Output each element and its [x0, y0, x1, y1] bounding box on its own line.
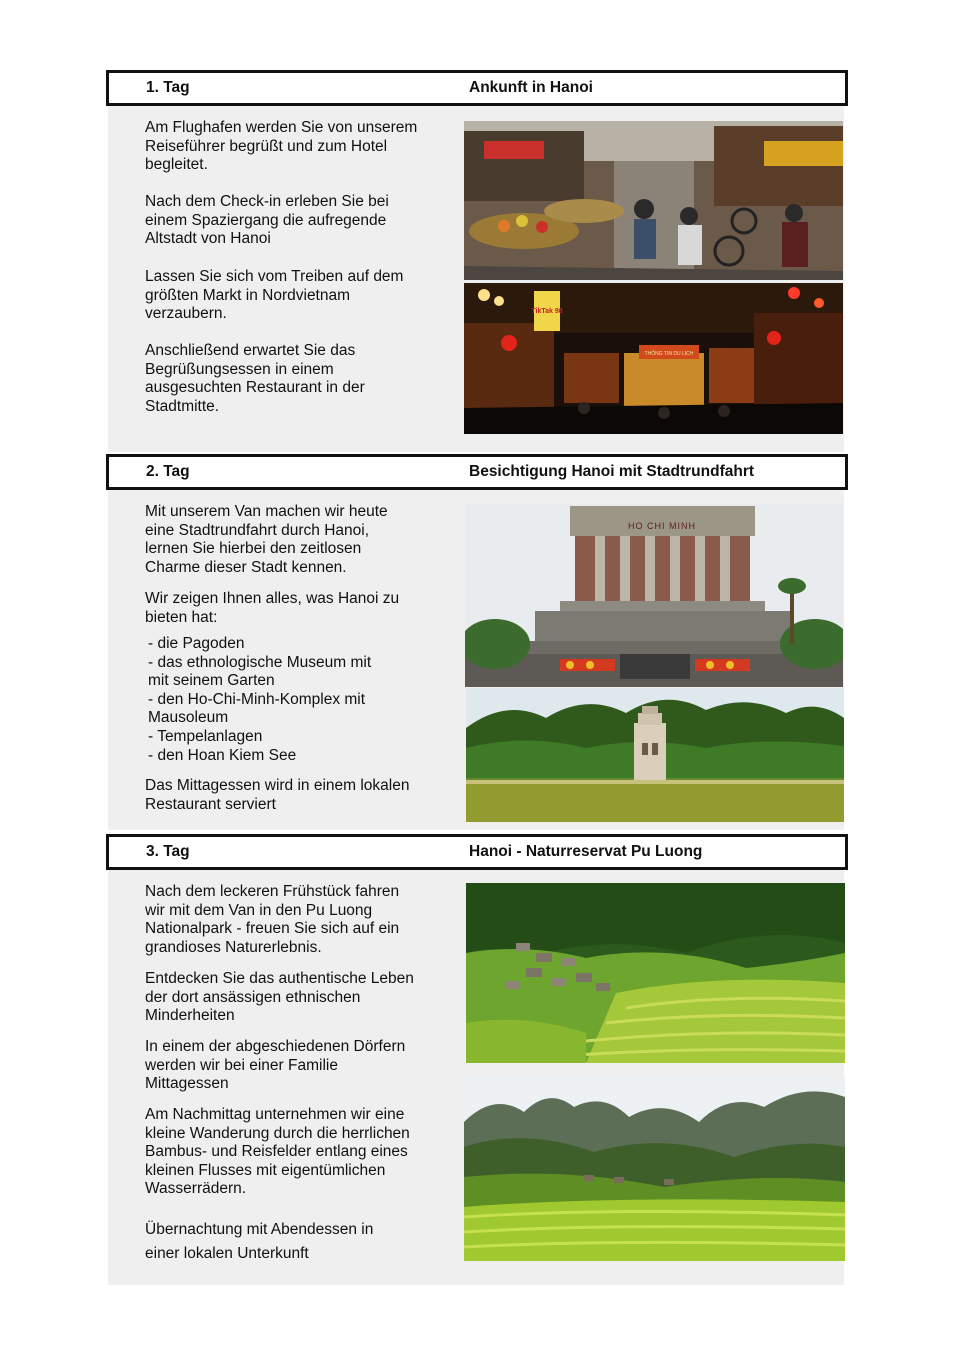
- tourist-info-sign: THÔNG TIN DU LỊCH: [644, 351, 694, 357]
- hanoi-night-market-photo: [464, 283, 843, 434]
- day-3-paragraph-2: Entdecken Sie das authentische Leben der dort ansässigen ethnischen Minderheiten: [145, 970, 414, 1025]
- day-number: 2. Tag: [146, 463, 190, 480]
- day-3-paragraph-3: In einem der abgeschiedenen Dörfern werden wir bei einer Familie Mittagessen: [145, 1038, 406, 1093]
- day-2-paragraph-1: Mit unserem Van machen wir heute eine Stadtrundfahrt durch Hanoi, lernen Sie hierbei den zeitlosen Charme dieser Stadt kennen.: [145, 503, 388, 576]
- tiktak-sign: TikTak 98: [531, 308, 563, 315]
- hanoi-street-market-photo: [464, 121, 843, 280]
- day-title: Besichtigung Hanoi mit Stadtrundfahrt: [469, 463, 755, 480]
- day-number: 1. Tag: [146, 79, 190, 96]
- day-title: Ankunft in Hanoi: [469, 79, 593, 96]
- day-3-paragraph-5: Übernachtung mit Abendessen in einer lokalen Unterkunft: [145, 1221, 374, 1262]
- list-item: - das ethnologische Museum mit mit seinem Garten: [148, 653, 372, 690]
- sights-list: [148, 635, 448, 765]
- day-1-paragraph-1: Am Flughafen werden Sie von unserem Reiseführer begrüßt und zum Hotel begleitet.: [145, 119, 418, 174]
- day-1-paragraph-4: Anschließend erwartet Sie das Begrüßungsessen in einem ausgesuchten Restaurant in der Stadtmitte.: [145, 342, 365, 415]
- list-item: - die Pagoden: [148, 635, 245, 652]
- list-item: - den Hoan Kiem See: [148, 746, 297, 764]
- day-3-header: [106, 834, 848, 870]
- day-1-paragraph-3: Lassen Sie sich vom Treiben auf dem größten Markt in Nordvietnam verzaubern.: [145, 268, 404, 323]
- day-3-paragraph-4: Am Nachmittag unternehmen wir eine kleine Wanderung durch die herrlichen Bambus- und Reisfelder entlang eines kleinen Flusses mit eigentümlichen Wasserrädern.: [145, 1106, 410, 1198]
- day-2-header: [106, 454, 848, 490]
- list-item: - den Ho-Chi-Minh-Komplex mit Mausoleum: [148, 690, 366, 727]
- day-2-closing: Das Mittagessen wird in einem lokalen Restaurant serviert: [145, 777, 410, 813]
- day-2-paragraph-2: Wir zeigen Ihnen alles, was Hanoi zu bieten hat:: [145, 590, 400, 626]
- day-title: Hanoi - Naturreservat Pu Luong: [469, 843, 703, 860]
- pu-luong-village-photo: [466, 883, 845, 1063]
- day-3-paragraph-1: Nach dem leckeren Frühstück fahren wir mit dem Van in den Pu Luong Nationalpark - freuen Sie sich auf ein grandioses Naturerlebnis.: [145, 883, 400, 956]
- hoan-kiem-lake-photo: [466, 688, 844, 822]
- day-1-paragraph-2: Nach dem Check-in erleben Sie bei einem Spaziergang die aufregende Altstadt von Hanoi: [145, 193, 389, 248]
- pu-luong-mountains-photo: [464, 1077, 845, 1261]
- ho-chi-minh-mausoleum-photo: [465, 504, 843, 687]
- mausoleum-inscription: HO CHI MINH: [628, 521, 696, 531]
- list-item: - Tempelanlagen: [148, 727, 263, 745]
- day-1-header: [106, 70, 848, 106]
- day-number: 3. Tag: [146, 843, 190, 860]
